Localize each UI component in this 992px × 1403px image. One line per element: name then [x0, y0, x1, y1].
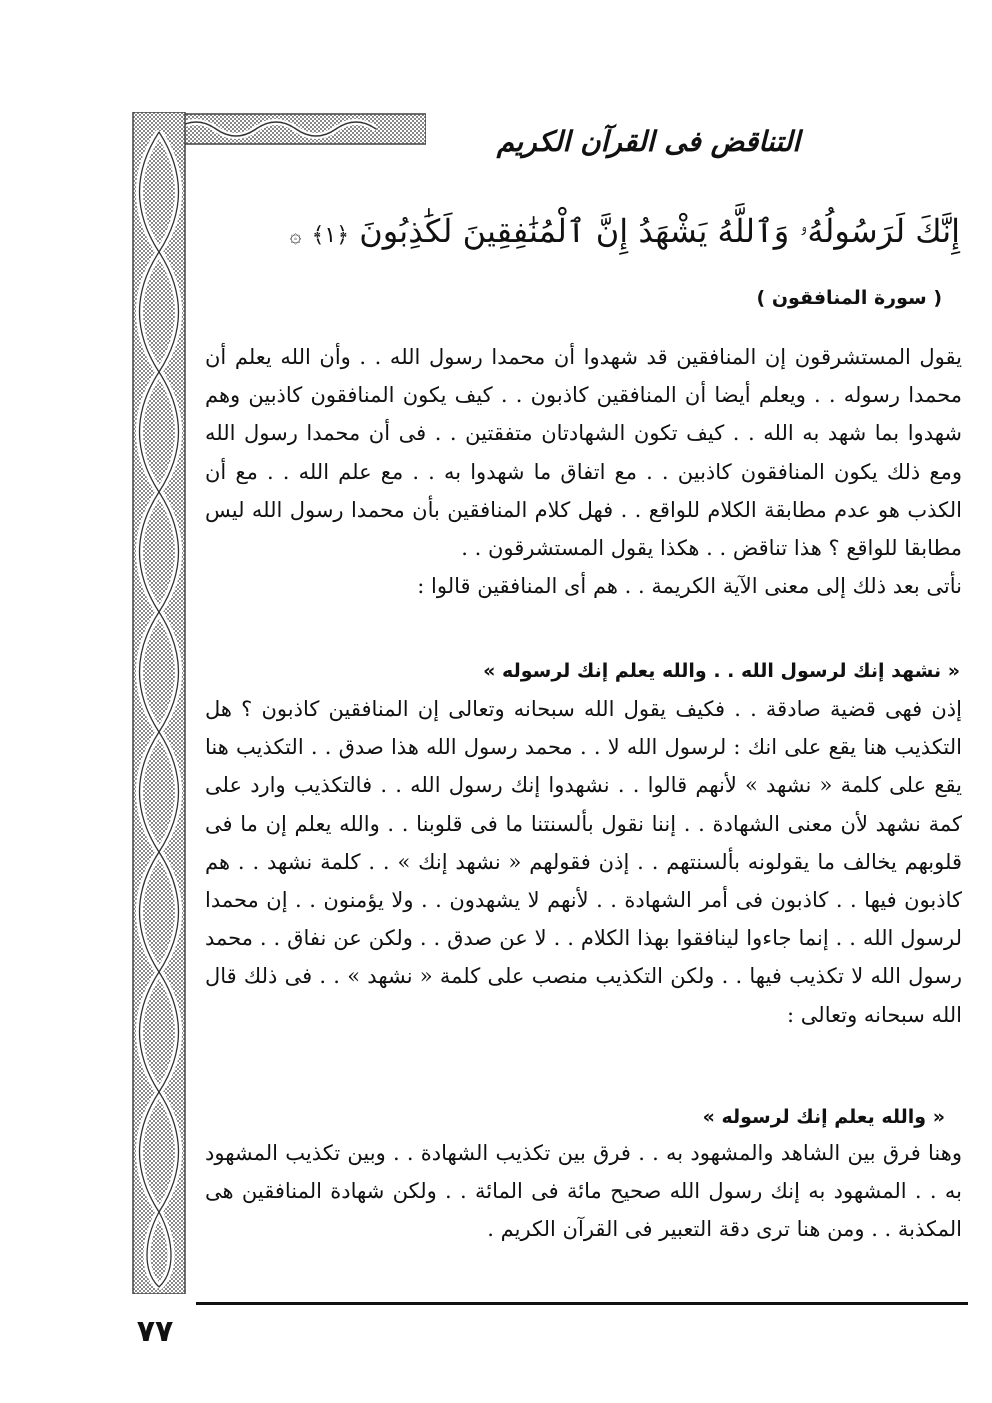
paragraph-1-text: يقول المستشرقون إن المنافقين قد شهدوا أن محمدا رسول الله . . وأن الله يعلم أن محمدا رسوله . . ويعلم أيضا أن المنافقين كاذبون . . كيف يكون المنافقون كاذبين وهم شهدوا بما شهد به الله . . كيف تكون الشهادتان متفقتين . . فى أن محمدا رسول الله ومع ذلك يكون المنافقون كاذبين . . مع اتفاق ما شهدوا به . . مع علم الله . . مع أن الكذب هو عدم مطابقة الكلام للواقع . . فهل كلام المنافقين بأن محمدا رسول الله ليس مطابقا للواقع ؟ هذا تناقض . . هكذا يقول المستشرقون . .: [205, 345, 962, 561]
paragraph-1: [205, 338, 962, 605]
verse-number: ﴿١﴾: [311, 223, 350, 248]
paragraph-2: إذن فهى قضية صادقة . . فكيف يقول الله سبحانه وتعالى إن المنافقين كاذبون ؟ هل التكذيب هنا يقع على انك : لرسول الله لا . . محمد رسول الله هذا صدق . . التكذيب هنا يقع على كلمة « نشهد » لأنهم قالوا . . نشهدوا إنك رسول الله . . فالتكذيب وارد على كمة نشهد لأن معنى الشهادة . . إننا نقول بألسنتنا ما فى قلوبنا . . والله يعلم إن ما فى قلوبهم يخالف ما يقولونه بألسنتهم . . إذن فقولهم « نشهد إنك » . . كلمة نشهد . . هم كاذبون فيها . . كاذبون فى أمر الشهادة . . لأنهم لا يشهدون . . ولا يؤمنون . . إن محمدا لرسول الله . . إنما جاءوا لينافقوا بهذا الكلام . . لا عن صدق . . ولكن عن نفاق . . محمد رسول الله لا تكذيب فيها . . ولكن التكذيب منصب على كلمة « نشهد » . . فى ذلك قال الله سبحانه وتعالى :: [205, 697, 962, 1027]
page-title: التناقض فى القرآن الكريم: [496, 125, 800, 158]
verse-ornament-icon: ۞: [289, 223, 302, 247]
verse-text: إِنَّكَ لَرَسُولُهُۥ وَٱللَّهُ يَشْهَدُ إِنَّ ٱلْمُنَٰفِقِينَ لَكَٰذِبُونَ: [359, 212, 960, 250]
page-number: ٧٧: [136, 1314, 174, 1349]
paragraph-1-continuation: نأتى بعد ذلك إلى معنى الآية الكريمة . . هم أى المنافقين قالوا :: [417, 574, 962, 599]
ornamental-border-left: [125, 112, 195, 1294]
quote-1: « نشهد إنك لرسول الله . . والله يعلم إنك لرسوله »: [483, 660, 960, 682]
surah-source: ( سورة المنافقون ): [756, 287, 942, 309]
quote-2: « والله يعلم إنك لرسوله »: [702, 1106, 945, 1128]
footer-divider: [196, 1302, 968, 1305]
quran-verse: [230, 196, 960, 266]
paragraph-3: وهنا فرق بين الشاهد والمشهود به . . فرق بين تكذيب الشهادة . . وبين تكذيب المشهود به . . المشهود به إنك رسول الله صحيح مائة فى المائة . . ولكن شهادة المنافقين هى المكذبة . . ومن هنا ترى دقة التعبير فى القرآن الكريم .: [205, 1141, 962, 1242]
